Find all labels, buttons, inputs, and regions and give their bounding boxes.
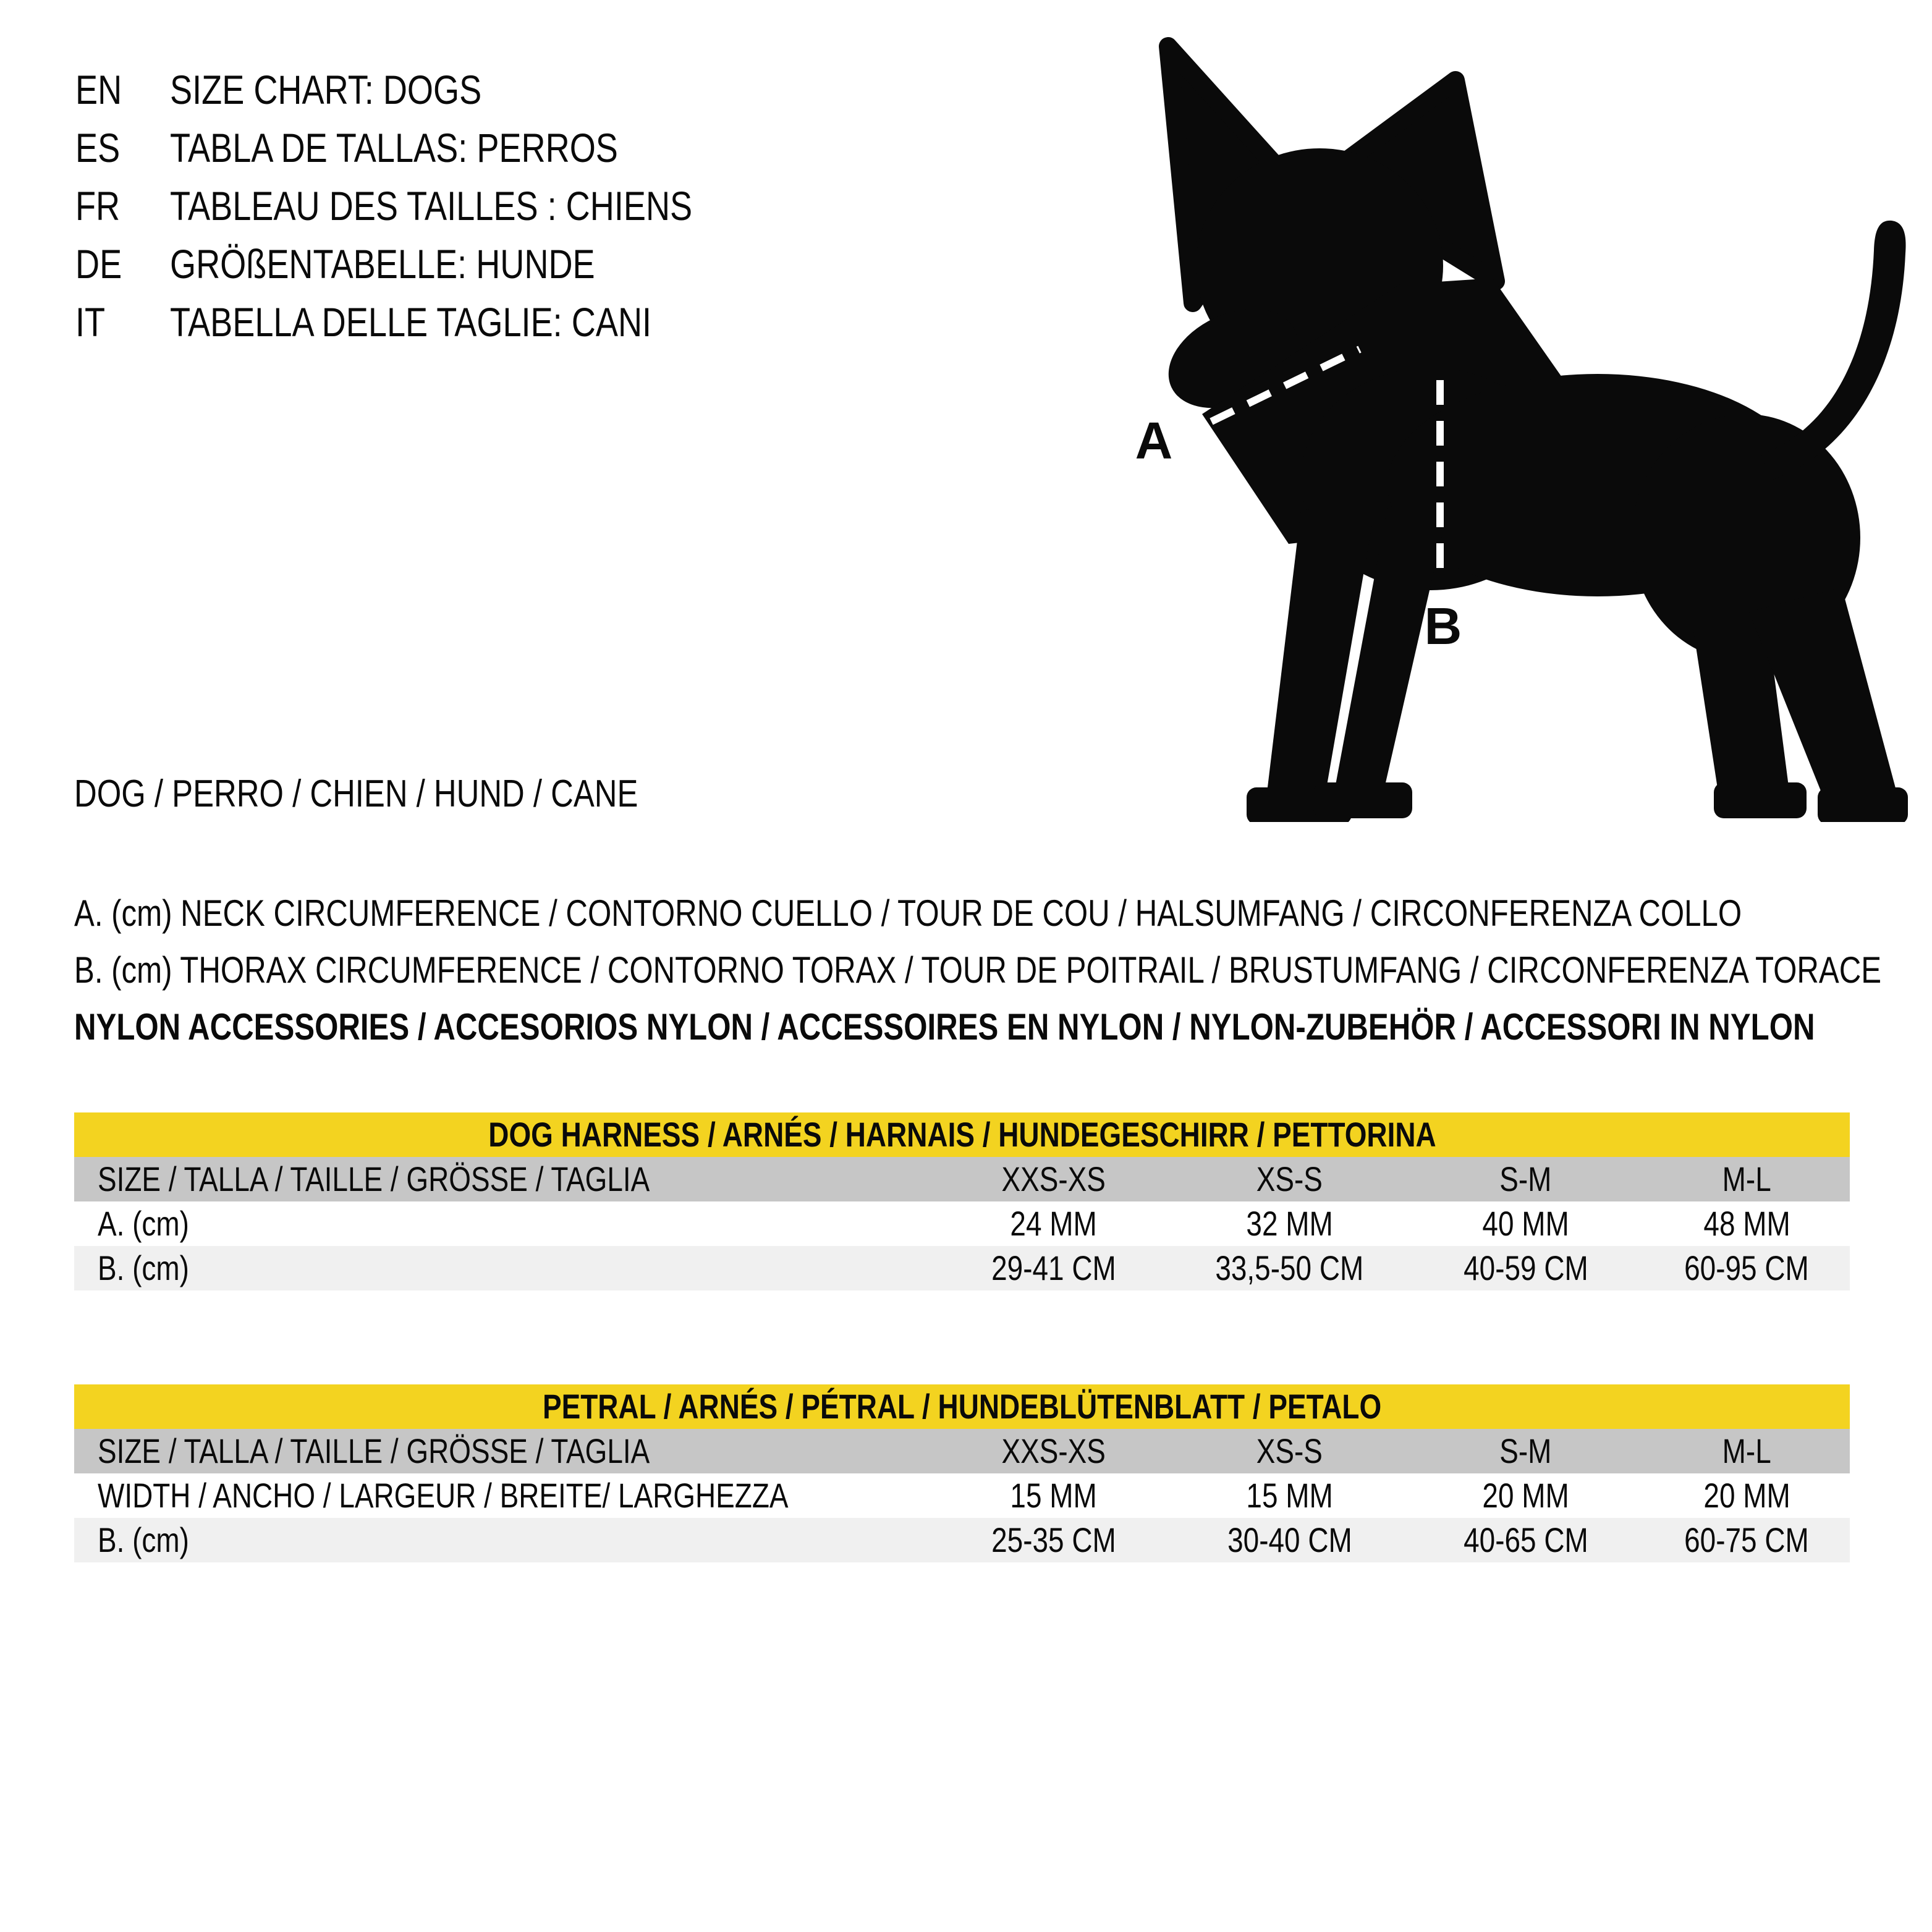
language-title: SIZE CHART: DOGS bbox=[170, 67, 482, 112]
size-col-xs-s: XS-S bbox=[1256, 1431, 1323, 1470]
value-cell: 40-65 CM bbox=[1463, 1520, 1588, 1559]
value-cell: 15 MM bbox=[1010, 1476, 1097, 1515]
value-cell: 30-40 CM bbox=[1227, 1520, 1352, 1559]
dog-front-paw-far bbox=[1313, 782, 1412, 818]
language-code: DE bbox=[75, 241, 122, 287]
value-cell: 40 MM bbox=[1482, 1204, 1569, 1243]
value-cell: 32 MM bbox=[1246, 1204, 1333, 1243]
value-cell: 60-95 CM bbox=[1684, 1248, 1810, 1287]
language-title: TABLEAU DES TAILLES : CHIENS bbox=[170, 183, 693, 229]
dog-caption bbox=[74, 773, 762, 816]
harness-size-table bbox=[74, 1112, 1850, 1290]
dog-caption-text: DOG / PERRO / CHIEN / HUND / CANE bbox=[74, 773, 638, 815]
harness-table-title bbox=[74, 1112, 1850, 1157]
value-cell: 25-35 CM bbox=[991, 1520, 1116, 1559]
measure-line-a-text: A. (cm) NECK CIRCUMFERENCE / CONTORNO CUELLO / TOUR DE COU / HALSUMFANG / CIRCONFERENZA COLLO bbox=[74, 892, 1742, 934]
petral-row-b bbox=[74, 1518, 1850, 1562]
measurement-legend bbox=[74, 885, 1932, 1056]
dog-rear-paw-far bbox=[1714, 782, 1807, 818]
row-label: A. (cm) bbox=[98, 1204, 189, 1243]
measure-line-b-text: B. (cm) THORAX CIRCUMFERENCE / CONTORNO TORAX / TOUR DE POITRAIL / BRUSTUMFANG / CIRCONFERENZA TORACE bbox=[74, 949, 1882, 991]
measure-line-b bbox=[74, 942, 1932, 999]
value-cell: 33,5-50 CM bbox=[1215, 1248, 1364, 1287]
language-code: FR bbox=[75, 183, 121, 229]
language-code: EN bbox=[75, 67, 122, 112]
row-label: B. (cm) bbox=[98, 1248, 189, 1287]
language-title: TABLA DE TALLAS: PERROS bbox=[170, 125, 618, 171]
size-col-m-l: M-L bbox=[1722, 1159, 1771, 1198]
value-cell: 29-41 CM bbox=[991, 1248, 1116, 1287]
petral-size-table bbox=[74, 1384, 1850, 1562]
size-col-m-l: M-L bbox=[1722, 1431, 1771, 1470]
petral-row-width bbox=[74, 1473, 1850, 1518]
language-title: TABELLA DELLE TAGLIE: CANI bbox=[170, 299, 652, 345]
value-cell: 15 MM bbox=[1246, 1476, 1333, 1515]
material-line-text: NYLON ACCESSORIES / ACCESORIOS NYLON / ACCESSOIRES EN NYLON / NYLON-ZUBEHÖR / ACCESSORI IN NYLON bbox=[74, 1006, 1815, 1048]
value-cell: 48 MM bbox=[1703, 1204, 1790, 1243]
value-cell: 20 MM bbox=[1703, 1476, 1790, 1515]
row-label: B. (cm) bbox=[98, 1520, 189, 1559]
size-header-cell: SIZE / TALLA / TAILLE / GRÖSSE / TAGLIA bbox=[98, 1159, 650, 1198]
row-label: WIDTH / ANCHO / LARGEUR / BREITE/ LARGHEZZA bbox=[98, 1476, 789, 1515]
language-title: GRÖßENTABELLE: HUNDE bbox=[170, 241, 595, 287]
harness-table-header-row bbox=[74, 1157, 1850, 1201]
material-line bbox=[74, 999, 1932, 1056]
marker-b-label: B bbox=[1424, 597, 1462, 655]
dog-silhouette-figure bbox=[1109, 19, 1913, 822]
size-col-xxs-xs: XXS-XS bbox=[1001, 1159, 1106, 1198]
size-col-s-m: S-M bbox=[1499, 1431, 1552, 1470]
value-cell: 40-59 CM bbox=[1463, 1248, 1588, 1287]
size-col-xxs-xs: XXS-XS bbox=[1001, 1431, 1106, 1470]
petral-table-title-text: PETRAL / ARNÉS / PÉTRAL / HUNDEBLÜTENBLATT / PETALO bbox=[542, 1387, 1382, 1426]
value-cell: 20 MM bbox=[1482, 1476, 1569, 1515]
value-cell: 60-75 CM bbox=[1684, 1520, 1810, 1559]
harness-row-a bbox=[74, 1201, 1850, 1246]
language-code: ES bbox=[75, 125, 121, 171]
marker-a-label: A bbox=[1135, 412, 1173, 470]
value-cell: 24 MM bbox=[1010, 1204, 1097, 1243]
petral-table-title bbox=[74, 1384, 1850, 1429]
harness-table-title-text: DOG HARNESS / ARNÉS / HARNAIS / HUNDEGESCHIRR / PETTORINA bbox=[488, 1115, 1436, 1154]
petral-table-header-row bbox=[74, 1429, 1850, 1473]
language-code: IT bbox=[75, 299, 106, 345]
dog-rear-paw bbox=[1818, 787, 1908, 822]
size-col-s-m: S-M bbox=[1499, 1159, 1552, 1198]
measure-line-a bbox=[74, 885, 1932, 942]
size-col-xs-s: XS-S bbox=[1256, 1159, 1323, 1198]
harness-row-b bbox=[74, 1246, 1850, 1290]
dog-silhouette bbox=[1153, 46, 1908, 822]
size-header-cell: SIZE / TALLA / TAILLE / GRÖSSE / TAGLIA bbox=[98, 1431, 650, 1470]
